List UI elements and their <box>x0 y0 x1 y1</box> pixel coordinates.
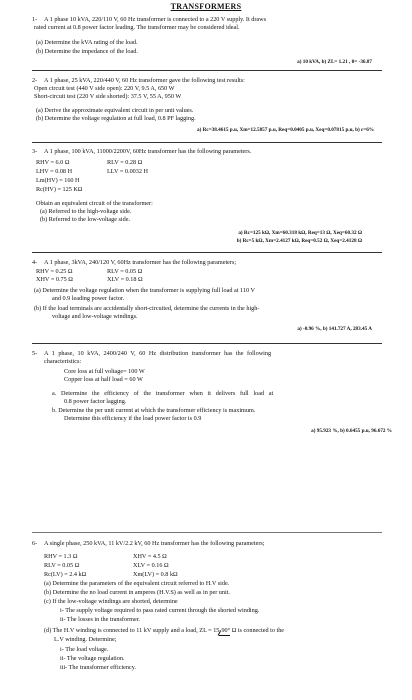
parameter: RLV = 0.05 Ω <box>107 268 143 275</box>
question-text: Open circuit test (440 V side open): 220 V, 9.5 A, 650 W <box>34 85 175 92</box>
page-title: TRANSFORMERS <box>170 2 242 11</box>
parameter: Xm(LV) = 0.8 kΩ <box>133 571 178 578</box>
question-text: characteristics: <box>44 358 82 365</box>
part-d-i: i- The load voltage. <box>60 646 109 653</box>
part-b: b. Determine the per unit current at which the transformer efficiency is maximum. <box>52 407 256 414</box>
question-number: 5- <box>32 350 38 357</box>
part-a: a. Determine the efficiency of the transformer when it delivers full load at <box>52 390 274 397</box>
part-d-ii: ii- The voltage regulation. <box>60 655 125 662</box>
question-number: 4- <box>32 259 38 266</box>
answer: a) -0.96 %, b) 141.727 A, 283.45 A <box>297 326 372 332</box>
part-c-i: i- The supply voltage required to pass rated current through the shorted winding. <box>60 607 260 614</box>
characteristic: Copper loss at half load = 60 W <box>64 376 143 383</box>
instruction: Obtain an equivalent circuit of the transformer: <box>36 200 153 207</box>
parameter: LLV = 0.0032 H <box>107 168 148 175</box>
phasor-angle: -90° <box>219 627 230 636</box>
part-a: and 0.9 leading power factor. <box>52 295 125 302</box>
parameter: XHV = 4.5 Ω <box>133 553 167 560</box>
answer: a) 95.923 %, b) 0.6455 p.u, 96.672 % <box>311 428 392 434</box>
parameter: XHV = 0.75 Ω <box>36 276 73 283</box>
question-text: A 1 phase, 100 kVA, 11000/2200V, 60Hz transformer has the following parameters. <box>44 148 252 155</box>
question-number: 1- <box>32 16 38 23</box>
parameter: Rc(LV) = 2.4 kΩ <box>44 571 87 578</box>
answer: a) Rc=125 kΩ, Xm=60.318 kΩ, Req=13 Ω, Xeq=60.32 Ω <box>238 230 362 236</box>
divider <box>32 343 382 344</box>
part-a: (a) Determine the parameters of the equivalent circuit referred to H.V side. <box>44 580 230 587</box>
parameter: XLV = 0.16 Ω <box>133 562 169 569</box>
part-d-text: Ω is connected to the <box>230 627 285 634</box>
part-a: (a) Referred to the high-voltage side. <box>40 208 132 215</box>
divider <box>32 142 382 143</box>
part-b: (b) Determine the impedance of the load. <box>36 48 138 55</box>
part-b: Determine this efficiency if the load power factor is 0.9 <box>64 415 202 422</box>
parameter: Lm(HV) = 160 H <box>36 177 80 184</box>
parameter: Rc(HV) = 125 KΩ <box>36 186 83 193</box>
parameter: RHV = 1.3 Ω <box>44 553 78 560</box>
answer: a) Rc=38.4615 p.u, Xm=12.5857 p.u, Req=0.0405 p.u, Xeq=0.07815 p.u, b) ε=6% <box>197 127 374 133</box>
question-text: Short-circuit test (220 V side shorted): 37.5 V, 55 A, 950 W <box>34 93 182 100</box>
question-text: A 1 phase, 25 kVA, 220/440 V, 60 Hz transformer gave the following test results: <box>44 77 245 84</box>
part-a: (a) Determine the voltage regulation when the transformer is supplying full load at 110 V <box>34 287 255 294</box>
part-b: (b) If the load terminals are accidentally short-circuited, determine the currents in the high- <box>34 305 260 312</box>
divider <box>32 70 382 71</box>
part-c-ii: ii- The losses in the transformer. <box>60 616 140 623</box>
question-text: A 1 phase, 10 kVA, 2400/240 V, 60 Hz distribution transformer has the following <box>44 350 272 357</box>
part-b: voltage and low-voltage windings. <box>52 313 138 320</box>
parameter: RLV = 0.05 Ω <box>44 562 80 569</box>
parameter: LHV = 0.08 H <box>36 168 73 175</box>
parameter: RHV = 0.25 Ω <box>36 268 73 275</box>
parameter: RHV = 6.0 Ω <box>36 159 70 166</box>
part-a: (a) Determine the kVA rating of the load. <box>36 39 138 46</box>
answer: b) Rc=5 kΩ, Xm=2.4127 kΩ, Req=0.52 Ω, Xeq=2.4128 Ω <box>236 238 362 244</box>
parameter: XLV = 0.18 Ω <box>107 276 143 283</box>
question-text: rated current at 0.8 power factor leading. The transformer may be considered ideal. <box>34 24 240 31</box>
part-d: L.V winding. Determine; <box>54 636 117 643</box>
part-a: 0.8 power factor lagging. <box>64 398 127 405</box>
question-text: A 1 phase, 3kVA, 240/120 V, 60Hz transformer has the following parameters; <box>44 259 237 266</box>
part-b: (b) Determine the voltage regulation at full load, 0.8 PF lagging. <box>36 115 196 122</box>
part-d-text: (d) The H.V winding is connected to 11 kV supply and a load, ZL = 15 <box>44 627 220 634</box>
question-number: 2- <box>32 77 38 84</box>
answer: a) 10 kVA, b) ZL= 1.21 , θ= -36.87 <box>297 59 372 65</box>
question-text: A single phase, 250 kVA, 11 kV/2.2 kV, 60 Hz transformer has the following parameters; <box>44 540 265 547</box>
question-number: 6- <box>32 540 38 547</box>
characteristic: Core loss at full voltage= 100 W <box>64 368 145 375</box>
question-number: 3- <box>32 148 38 155</box>
part-b: (b) Determine the no load current in amperes (H.V.S) as well as in per unit. <box>44 589 230 596</box>
part-c: (c) If the low-voltage windings are shorted, determine <box>44 598 178 605</box>
divider <box>32 532 382 533</box>
divider <box>32 252 382 253</box>
question-text: A 1 phase 10 kVA, 220/110 V, 60 Hz transformer is connected to a 220 V supply. It draws <box>44 16 267 23</box>
parameter: RLV = 0.28 Ω <box>107 159 143 166</box>
part-a: (a) Derive the approximate equivalent circuit in per unit values. <box>36 107 194 114</box>
part-b: (b) Referred to the low-voltage side. <box>40 216 131 223</box>
part-d-iii: iii- The transformer efficiency. <box>60 664 136 671</box>
part-d <box>44 627 284 636</box>
